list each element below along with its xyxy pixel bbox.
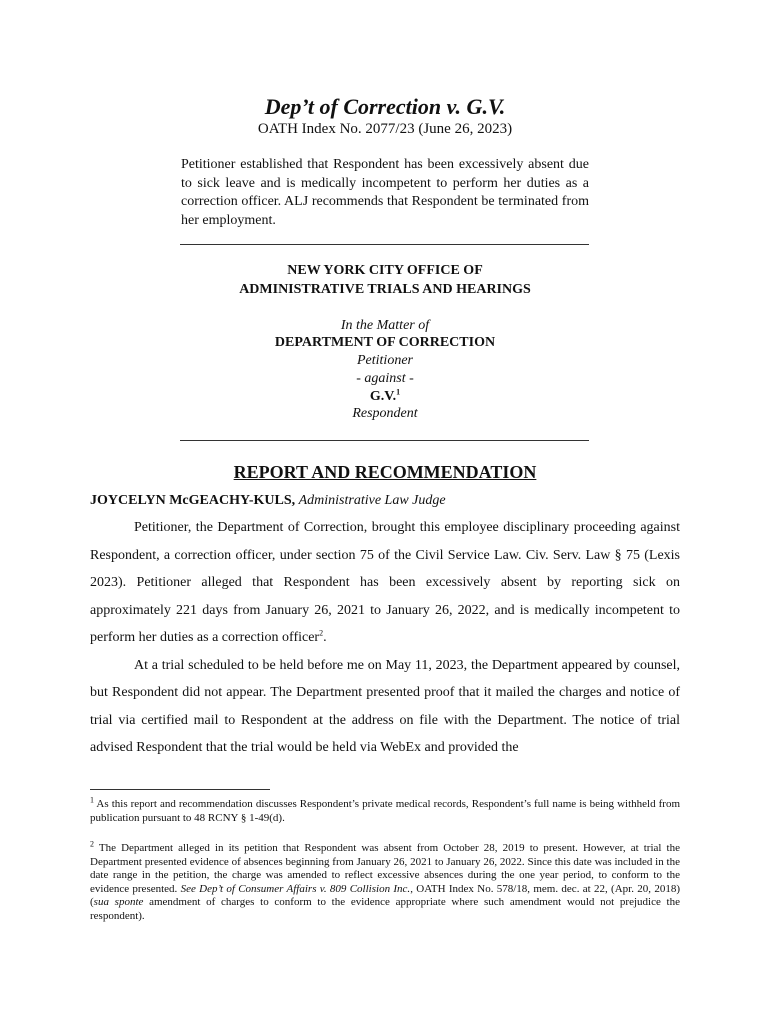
office-name-line2: ADMINISTRATIVE TRIALS AND HEARINGS: [239, 282, 531, 297]
judge-line: [90, 493, 446, 509]
footnote-1: [90, 795, 680, 825]
footnote-1-text: As this report and recommendation discusses Respondent’s private medical records, Respondent’s full name is being withheld from publication pursuant to 48 RCNY § 1-49(d).: [90, 798, 680, 824]
petitioner-name: DEPARTMENT OF CORRECTION: [274, 335, 496, 350]
footnote-divider: [90, 789, 270, 790]
footnote-1-number: 1: [90, 795, 94, 805]
respondent-name: [0, 389, 770, 405]
judge-name: JOYCELYN McGEACHY-KULS,: [90, 493, 296, 508]
petitioner-label: Petitioner: [357, 353, 413, 368]
footnote-2-number: 2: [90, 839, 94, 849]
footnote-2-sua-sponte: sua sponte: [93, 896, 144, 909]
report-heading: REPORT AND RECOMMENDATION: [233, 462, 537, 482]
case-title: Dep’t of Correction v. G.V.: [264, 94, 506, 119]
judge-title: Administrative Law Judge: [298, 493, 446, 508]
against-label: - against -: [356, 371, 414, 386]
footnote-2-text-b: , OATH Index No. 578/18, mem. dec. at 22, (Apr. 20, 2018) (: [90, 882, 681, 909]
footnote-2: [90, 839, 681, 924]
in-the-matter-of: In the Matter of: [340, 318, 430, 333]
oath-index-line: OATH Index No. 2077/23 (June 26, 2023): [257, 121, 513, 137]
divider-bottom: [180, 440, 589, 441]
footnote-2-citation: See Dep’t of Consumer Affairs v. 809 Collision Inc.: [180, 882, 411, 895]
footnote-2-text-a: The Department alleged in its petition that Respondent was absent from October 28, 2019 to present. However, at trial the Department presented evidence of absences beginning from January 26, 2021 to January 26, 2022. Since this date was included in the date range in the petition, the charge was amended to reflect excessive absences during the one year period, to conform to the evidence presented.: [90, 842, 680, 895]
report-body: [90, 514, 680, 762]
office-name-line1: NEW YORK CITY OFFICE OF: [287, 263, 483, 278]
case-summary: Petitioner established that Respondent has been excessively absent due to sick leave and is medically incompetent to perform her duties as a correction officer. ALJ recommends that Respondent be terminated from her employment.: [181, 157, 589, 228]
paragraph-2: At a trial scheduled to be held before me on May 11, 2023, the Department appeared by counsel, but Respondent did not appear. The Department presented proof that it mailed the charges and notice of trial via certified mail to Respondent at the address on file with the Department. The notice of trial advised Respondent that the trial would be held via WebEx and provided the: [90, 657, 680, 755]
respondent-label: Respondent: [352, 406, 418, 421]
paragraph-1: [90, 514, 680, 652]
footnote-ref-1[interactable]: 1: [396, 387, 401, 397]
paragraph-1-text: Petitioner, the Department of Correction, brought this employee disciplinary proceeding against Respondent, a correction officer, under section 75 of the Civil Service Law. Civ. Serv. Law § 75 (Lexis 2023). Petitioner alleged that Respondent has been excessively absent by reporting sick on approximately 221 days from January 26, 2021 to January 26, 2022, and is medically incompetent to perform her duties as a correction officer: [90, 520, 680, 645]
paragraph-1-end: .: [323, 630, 327, 645]
divider-top: [180, 244, 589, 245]
footnote-ref-2[interactable]: 2: [319, 628, 324, 638]
respondent-name-text: G.V.: [369, 389, 397, 404]
footnote-2-text-c: amendment of charges to conform to the evidence appropriate where such amendment would not prejudice the respondent).: [90, 896, 680, 922]
